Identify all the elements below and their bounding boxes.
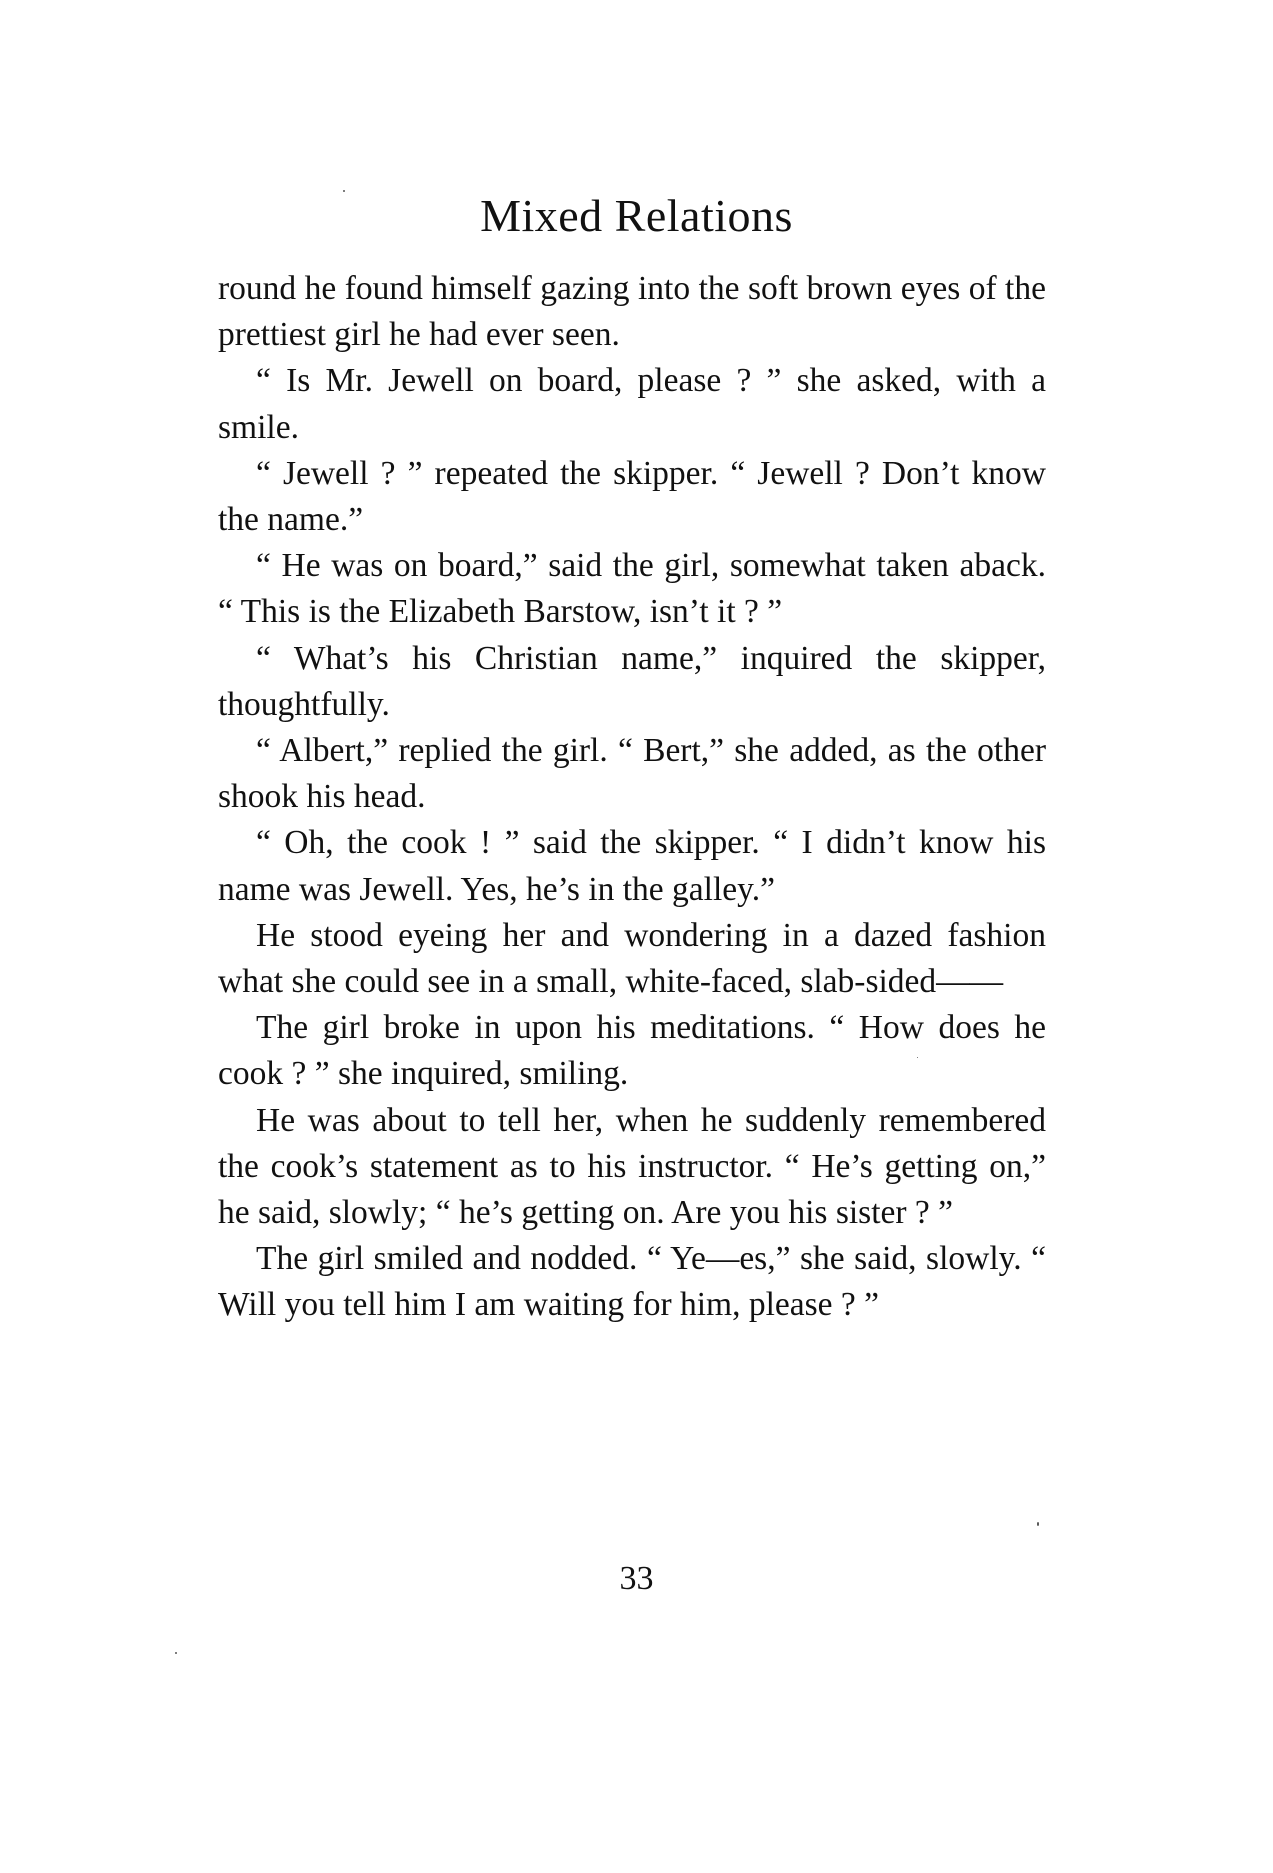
paragraph: The girl broke in upon his meditations. “ How does he cook ? ” she inquired, smiling.: [218, 1009, 1046, 1093]
paragraph: “ Is Mr. Jewell on board, please ? ” she asked, with a smile.: [218, 362, 1046, 446]
paragraph: He was about to tell her, when he suddenly remembered the cook’s statement as to his instructor. “ He’s getting on,” he said, slowly; “ he’s getting on. Are you his sister ? ”: [218, 1101, 1046, 1232]
paper-speck: [1037, 1522, 1039, 1526]
paper-speck: [175, 1652, 177, 1654]
page-number: 33: [619, 1560, 654, 1597]
paper-speck: [917, 1057, 918, 1058]
paragraph: “ Oh, the cook ! ” said the skipper. “ I didn’t know his name was Jewell. Yes, he’s in the galley.”: [218, 824, 1046, 908]
paragraph: “ Albert,” replied the girl. “ Bert,” she added, as the other shook his head.: [218, 732, 1046, 816]
paragraph: “ What’s his Christian name,” inquired the skipper, thoughtfully.: [218, 639, 1046, 723]
body-text: [218, 266, 1046, 1329]
paragraph: He stood eyeing her and wondering in a dazed fashion what she could see in a small, white-faced, slab-sided——: [218, 916, 1046, 1001]
paragraph: round he found himself gazing into the soft brown eyes of the prettiest girl he had ever seen.: [218, 270, 1046, 354]
paragraph: “ He was on board,” said the girl, somewhat taken aback. “ This is the Elizabeth Barstow, isn’t it ? ”: [218, 547, 1046, 631]
paragraph: “ Jewell ? ” repeated the skipper. “ Jewell ? Don’t know the name.”: [218, 454, 1046, 539]
paper-speck: [343, 190, 345, 192]
running-head: Mixed Relations: [480, 190, 793, 241]
paragraph: The girl smiled and nodded. “ Ye—es,” she said, slowly. “ Will you tell him I am waiting for him, please ? ”: [218, 1240, 1046, 1324]
